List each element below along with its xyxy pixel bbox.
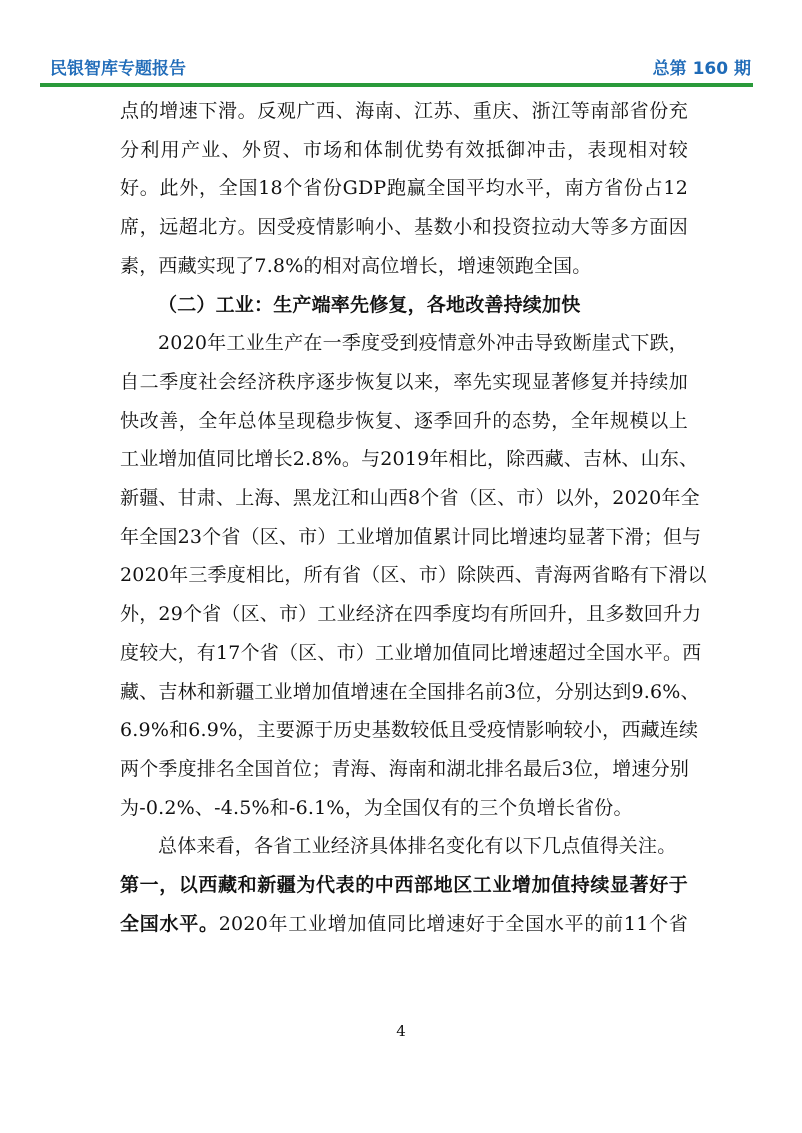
header-rule xyxy=(40,83,753,87)
bold-text-line: 第一，以西藏和新疆为代表的中西部地区工业增加值持续显著好于 xyxy=(120,874,688,897)
text-line: 藏、吉林和新疆工业增加值增速在全国排名前3位，分别达到9.6%、 xyxy=(120,680,700,703)
text-line: 6.9%和6.9%，主要源于历史基数较低且受疫情影响较小，西藏连续 xyxy=(120,719,699,742)
text-line: 外，29个省（区、市）工业经济在四季度均有所回升，且多数回升力 xyxy=(120,603,702,626)
text-line: 快改善，全年总体呈现稳步恢复、逐季回升的态势，全年规模以上 xyxy=(120,409,688,432)
text-line xyxy=(120,905,688,944)
text-line: 2020年三季度相比，所有省（区、市）除陕西、青海两省略有下滑以 xyxy=(120,564,707,587)
text-line: 自二季度社会经济秩序逐步恢复以来，率先实现显著修复并持续加 xyxy=(120,370,688,393)
body-text xyxy=(120,92,707,943)
bold-lead: 全国水平。 xyxy=(120,912,219,935)
text-line: 新疆、甘肃、上海、黑龙江和山西8个省（区、市）以外，2020年全 xyxy=(120,487,700,510)
section-heading: （二）工业：生产端率先修复，各地改善持续加快 xyxy=(158,293,581,316)
text-line: 为-0.2%、-4.5%和-6.1%，为全国仅有的三个负增长省份。 xyxy=(120,796,633,819)
report-series-title: 民银智库专题报告 xyxy=(50,59,186,79)
text-line: 年全国23个省（区、市）工业增加值累计同比增速均显著下滑；但与 xyxy=(120,525,702,548)
text-line: 总体来看，各省工业经济具体排名变化有以下几点值得关注。 xyxy=(158,835,677,858)
text-line: 两个季度排名全国首位；青海、海南和湖北排名最后3位，增速分别 xyxy=(120,757,690,780)
page-header xyxy=(40,58,753,82)
text-run: 2020年工业增加值同比增速好于全国水平的前11个省 xyxy=(218,912,688,935)
text-line: 分利用产业、外贸、市场和体制优势有效抵御冲击，表现相对较 xyxy=(120,138,688,161)
issue-number: 总第 160 期 xyxy=(652,59,751,79)
text-line: 点的增速下滑。反观广西、海南、江苏、重庆、浙江等南部省份充 xyxy=(120,100,688,122)
text-line: 工业增加值同比增长2.8%。与2019年相比，除西藏、吉林、山东、 xyxy=(120,448,699,471)
text-line: 度较大，有17个省（区、市）工业增加值同比增速超过全国水平。西 xyxy=(120,641,702,664)
text-line: 席，远超北方。因受疫情影响小、基数小和投资拉动大等多方面因 xyxy=(120,216,688,239)
page-number: 4 xyxy=(396,1022,406,1040)
text-line: 素，西藏实现了7.8%的相对高位增长，增速领跑全国。 xyxy=(120,254,592,277)
text-line: 好。此外，全国18个省份GDP跑赢全国平均水平，南方省份占12 xyxy=(120,177,688,200)
text-line: 2020年工业生产在一季度受到疫情意外冲击导致断崖式下跌， xyxy=(158,332,688,355)
